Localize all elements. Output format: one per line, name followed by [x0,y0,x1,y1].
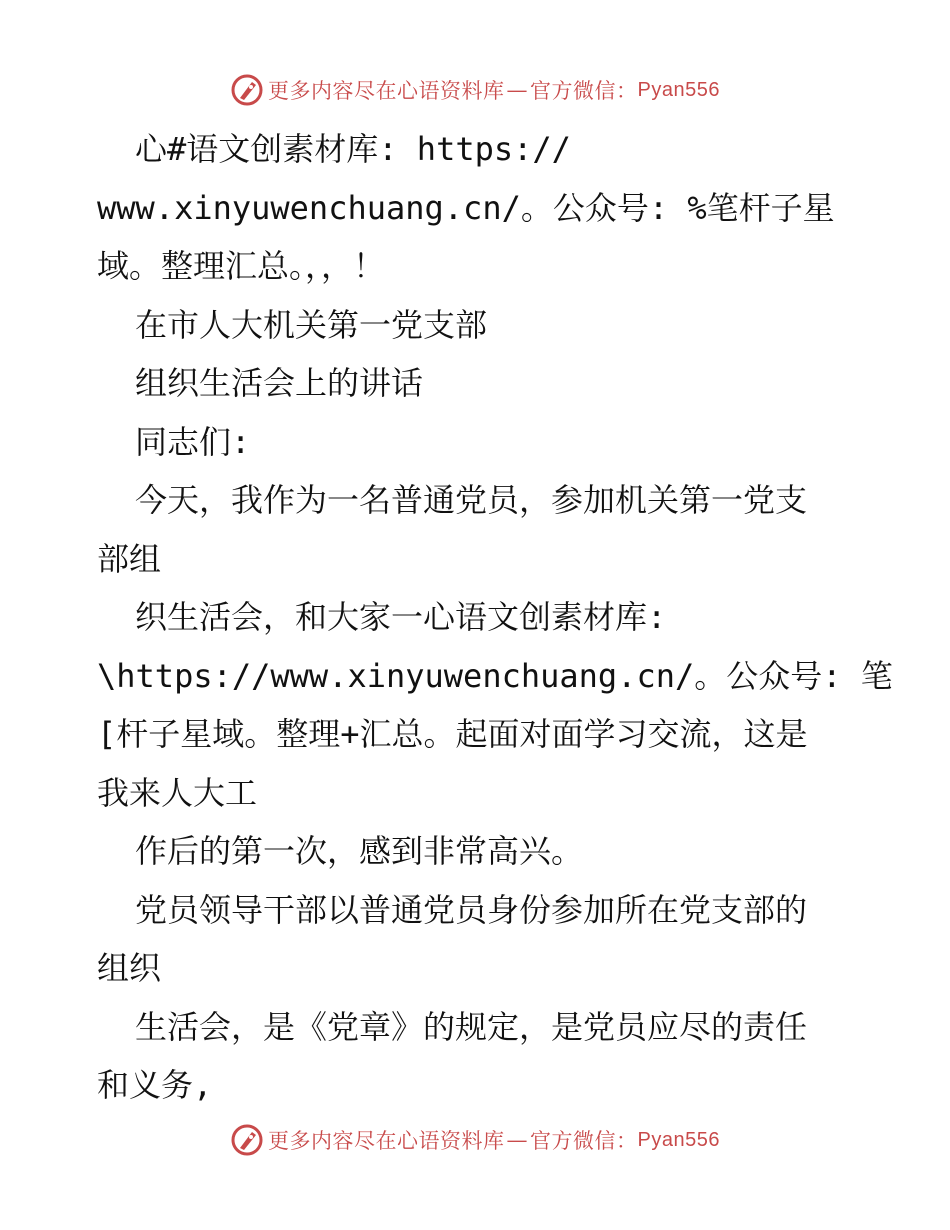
text-line: 组织生活会上的讲话 [135,364,424,402]
text-line: 部组 [97,539,162,578]
text-line: 和义务, [97,1066,213,1104]
text-line: \https://www.xinyuwenchuang.cn/。公众号: 笔 [97,656,893,695]
banner-text: 更多内容尽在心语资料库 [268,1129,505,1153]
header-banner [0,70,950,110]
document-body [97,120,893,1115]
pen-nib-logo-icon [230,1123,264,1157]
pen-nib-logo-icon [230,73,264,107]
text-line: 生活会，是《党章》的规定，是党员应尽的责任 [135,1007,808,1046]
text-line: www.xinyuwenchuang.cn/。公众号: %笔杆子星 [97,188,835,227]
banner-suffix: 官方微信： [530,1129,638,1153]
text-line: 党员领导干部以普通党员身份参加所在党支部的 [135,890,808,929]
text-line: 今天，我作为一名普通党员，参加机关第一党支 [135,481,808,519]
text-line: [杆子星域。整理+汇总。起面对面学习交流，这是 [97,715,808,753]
text-line: 我来人大工 [97,773,258,812]
banner-dash: — [506,78,529,102]
text-line: 织生活会，和大家一心语文创素材库: [135,598,667,636]
banner-text: 更多内容尽在心语资料库 [268,79,505,103]
text-line: 域。整理汇总。，，！ [97,247,386,285]
text-line: 作后的第一次，感到非常高兴。 [135,832,584,870]
banner-wechat-id: Pyan556 [637,1128,720,1151]
text-line: 组织 [97,949,162,987]
text-line: 同志们: [135,422,251,461]
footer-banner [0,1120,950,1160]
text-line: 在市人大机关第一党支部 [135,305,488,344]
banner-wechat-id: Pyan556 [637,78,720,101]
text-line: 心#语文创素材库: https:// [135,130,571,168]
banner-dash: — [506,1128,529,1152]
banner-suffix: 官方微信： [530,79,638,103]
